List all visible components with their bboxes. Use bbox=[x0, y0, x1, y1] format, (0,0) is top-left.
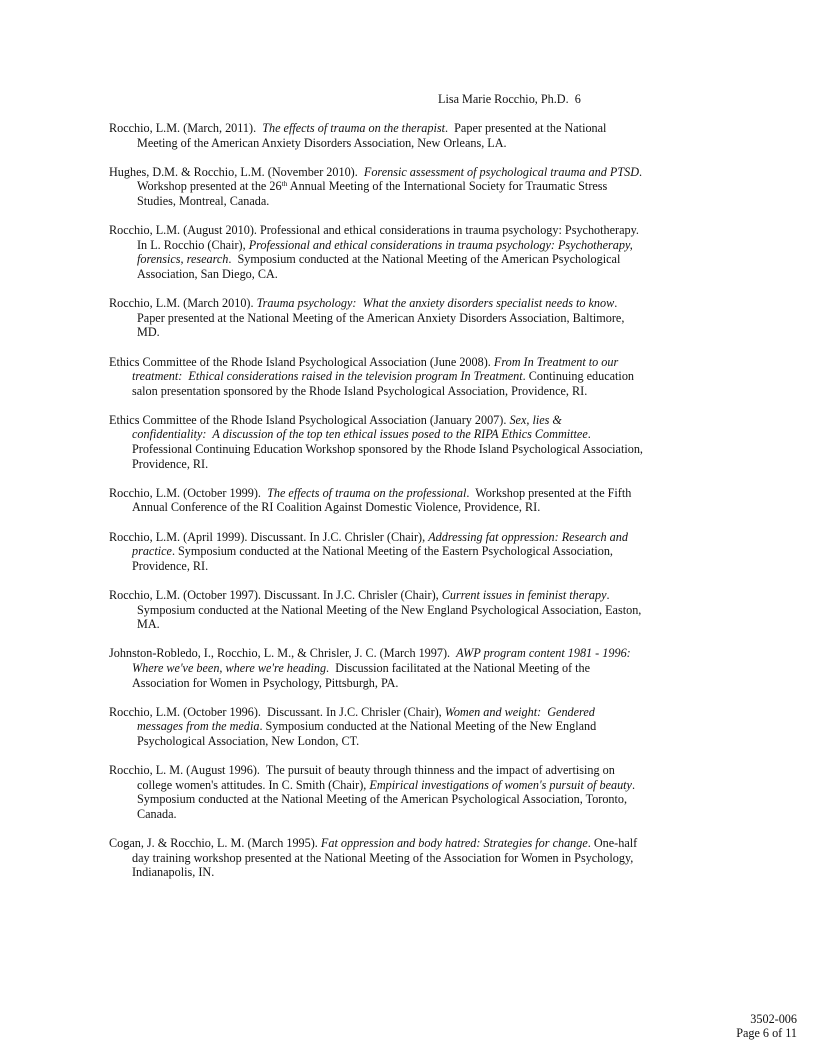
citation-line bbox=[109, 617, 709, 632]
italic-title: Empirical investigations of women's pursuit of beauty bbox=[369, 777, 632, 792]
citation-line bbox=[109, 603, 709, 618]
italic-title: The effects of trauma on the therapist bbox=[262, 121, 446, 135]
italic-title: AWP program content 1981 - 1996: bbox=[456, 646, 631, 661]
citation-line bbox=[109, 194, 709, 209]
citation-text: Ethics Committee of the Rhode Island Psychological Association (January 2007). bbox=[109, 412, 510, 427]
citation-line bbox=[109, 136, 709, 151]
citation-text: Ethics Committee of the Rhode Island Psychological Association (June 2008). bbox=[109, 354, 494, 369]
citation-line bbox=[109, 121, 709, 136]
running-head: Lisa Marie Rocchio, Ph.D. 6 bbox=[438, 92, 581, 106]
italic-title: confidentiality: A discussion of the top ten ethical issues posed to the RIPA Ethics Committee bbox=[132, 427, 588, 442]
citation-entry bbox=[109, 296, 709, 340]
italic-title: Trauma psychology: What the anxiety disorders specialist needs to know bbox=[256, 296, 615, 311]
presentations-list bbox=[109, 121, 709, 894]
citation-line bbox=[109, 851, 709, 866]
italic-title: Women and weight: Gendered bbox=[444, 704, 595, 719]
citation-line bbox=[109, 267, 709, 282]
citation-text: Paper presented at the National Meeting of the American Anxiety Disorders Association, Baltimore, bbox=[137, 310, 625, 325]
italic-title: Current issues in feminist therapy bbox=[441, 588, 607, 602]
page-number: Page 6 of 11 bbox=[736, 1026, 797, 1040]
citation-line bbox=[109, 763, 709, 778]
citation-text: Rocchio, L.M. (April 1999). Discussant. In J.C. Chrisler (Chair), bbox=[109, 529, 429, 544]
citation-text: Rocchio, L.M. (October 1996). Discussant. In J.C. Chrisler (Chair), bbox=[109, 704, 445, 719]
citation-text: Symposium conducted at the National Meeting of the American Psychological Association, Toronto, bbox=[137, 792, 628, 807]
italic-title: treatment: Ethical considerations raised in the television program In Treatment bbox=[132, 369, 523, 384]
citation-text: MA. bbox=[137, 617, 160, 632]
citation-line bbox=[109, 252, 709, 267]
citation-text: Rocchio, L.M. (August 2010). Professional and ethical considerations in trauma psychology: Psychotherapy. bbox=[109, 223, 639, 238]
citation-text: Association for Women in Psychology, Pittsburgh, PA. bbox=[132, 675, 399, 690]
citation-text: . bbox=[614, 296, 618, 311]
citation-entry bbox=[109, 223, 709, 281]
citation-text: Rocchio, L. M. (August 1996). The pursuit of beauty through thinness and the impact of advertising on bbox=[109, 763, 615, 778]
citation-line bbox=[109, 559, 709, 574]
citation-text: Psychological Association, New London, CT. bbox=[137, 733, 360, 748]
citation-line bbox=[109, 719, 709, 734]
italic-title: messages from the media bbox=[137, 719, 260, 734]
citation-text: In L. Rocchio (Chair), bbox=[137, 237, 249, 252]
citation-entry bbox=[109, 121, 709, 150]
citation-text: Rocchio, L.M. (March 2010). bbox=[109, 296, 257, 311]
citation-text: Providence, RI. bbox=[132, 456, 209, 471]
citation-entry bbox=[109, 646, 709, 690]
citation-entry bbox=[109, 530, 709, 574]
citation-text: Studies, Montreal, Canada. bbox=[137, 193, 270, 208]
citation-text: Indianapolis, IN. bbox=[132, 865, 215, 880]
citation-line bbox=[109, 384, 709, 399]
citation-text: Rocchio, L.M. (October 1997). Discussant. In J.C. Chrisler (Chair), bbox=[109, 588, 442, 602]
citation-line bbox=[109, 734, 709, 749]
italic-title: Professional and ethical considerations in trauma psychology: Psychotherapy, bbox=[248, 237, 633, 252]
citation-line bbox=[109, 369, 709, 384]
citation-text: . Symposium conducted at the National Meeting of the American Psychological bbox=[228, 252, 621, 267]
citation-text: Annual Conference of the RI Coalition Against Domestic Violence, Providence, RI. bbox=[132, 500, 541, 515]
citation-line bbox=[109, 661, 709, 676]
italic-title: From In Treatment to our bbox=[493, 354, 619, 369]
page-footer bbox=[736, 1012, 797, 1040]
citation-text: . bbox=[639, 164, 643, 179]
superscript-text: th bbox=[281, 179, 288, 189]
citation-text: . bbox=[631, 777, 636, 792]
citation-line bbox=[109, 544, 709, 559]
citation-text: Symposium conducted at the National Meeting of the New England Psychological Association, Easton, bbox=[137, 602, 642, 617]
citation-line bbox=[109, 179, 709, 194]
citation-text: . bbox=[606, 588, 610, 602]
citation-entry bbox=[109, 588, 709, 632]
document-number: 3502-006 bbox=[750, 1012, 797, 1026]
citation-text: Canada. bbox=[137, 806, 177, 821]
italic-title: Forensic assessment of psychological trauma and PTSD bbox=[363, 164, 639, 179]
citation-line bbox=[109, 296, 709, 311]
citation-text: Association, San Diego, CA. bbox=[137, 266, 278, 281]
citation-text: college women's attitudes. In C. Smith (Chair), bbox=[137, 777, 370, 792]
citation-entry bbox=[109, 486, 709, 515]
citation-entry bbox=[109, 763, 709, 821]
citation-entry bbox=[109, 355, 709, 399]
italic-title: Where we've been, where we're heading bbox=[132, 660, 327, 675]
citation-text: . Continuing education bbox=[522, 369, 635, 384]
citation-line bbox=[109, 238, 709, 253]
citation-line bbox=[109, 311, 709, 326]
citation-text: Johnston-Robledo, I., Rocchio, L. M., & Chrisler, J. C. (March 1997). bbox=[109, 646, 457, 661]
citation-entry bbox=[109, 413, 709, 471]
citation-line bbox=[109, 486, 709, 501]
citation-line bbox=[109, 355, 709, 370]
citation-text: Providence, RI. bbox=[132, 558, 209, 573]
citation-text: day training workshop presented at the National Meeting of the Association for Women in Psychology, bbox=[132, 850, 634, 865]
italic-title: forensics, research bbox=[137, 252, 229, 267]
citation-line bbox=[109, 500, 709, 515]
citation-text: . Symposium conducted at the National Meeting of the New England bbox=[259, 719, 597, 734]
citation-line bbox=[109, 530, 709, 545]
citation-line bbox=[109, 865, 709, 880]
citation-text: Rocchio, L.M. (March, 2011). bbox=[109, 121, 263, 135]
citation-line bbox=[109, 836, 709, 851]
citation-text: . bbox=[587, 427, 591, 442]
citation-text: . Discussion facilitated at the National Meeting of the bbox=[326, 660, 591, 675]
citation-line bbox=[109, 676, 709, 691]
italic-title: Fat oppression and body hatred: Strategies for change bbox=[320, 836, 588, 851]
citation-text: . Symposium conducted at the National Meeting of the Eastern Psychological Association, bbox=[171, 544, 613, 559]
citation-text: . Workshop presented at the Fifth bbox=[466, 485, 632, 500]
citation-text: Workshop presented at the 26 bbox=[137, 179, 282, 194]
citation-line bbox=[109, 792, 709, 807]
citation-line bbox=[109, 442, 709, 457]
citation-line bbox=[109, 457, 709, 472]
citation-line bbox=[109, 807, 709, 822]
italic-title: The effects of trauma on the professional bbox=[267, 485, 467, 500]
citation-text: Professional Continuing Education Workshop sponsored by the Rhode Island Psychological Association, bbox=[132, 442, 643, 457]
citation-line bbox=[109, 223, 709, 238]
citation-line bbox=[109, 705, 709, 720]
citation-entry bbox=[109, 705, 709, 749]
citation-text: Annual Meeting of the International Society for Traumatic Stress bbox=[287, 179, 608, 194]
citation-line bbox=[109, 588, 709, 603]
citation-text: salon presentation sponsored by the Rhode Island Psychological Association, Providence, RI. bbox=[132, 383, 588, 398]
citation-entry bbox=[109, 836, 709, 880]
citation-text: MD. bbox=[137, 325, 160, 340]
italic-title: Sex, lies & bbox=[509, 412, 562, 427]
citation-text: . One-half bbox=[587, 836, 638, 851]
italic-title: Addressing fat oppression: Research and bbox=[428, 529, 628, 544]
citation-text: . Paper presented at the National bbox=[445, 121, 607, 135]
citation-line bbox=[109, 413, 709, 428]
citation-line bbox=[109, 427, 709, 442]
italic-title: practice bbox=[132, 544, 172, 559]
citation-text: Meeting of the American Anxiety Disorders Association, New Orleans, LA. bbox=[137, 135, 507, 150]
citation-text: Cogan, J. & Rocchio, L. M. (March 1995). bbox=[109, 836, 321, 851]
citation-line bbox=[109, 778, 709, 793]
citation-line bbox=[109, 325, 709, 340]
citation-line bbox=[109, 646, 709, 661]
citation-text: Rocchio, L.M. (October 1999). bbox=[109, 485, 268, 500]
citation-entry bbox=[109, 165, 709, 209]
citation-line bbox=[109, 165, 709, 180]
citation-text: Hughes, D.M. & Rocchio, L.M. (November 2010). bbox=[109, 164, 364, 179]
